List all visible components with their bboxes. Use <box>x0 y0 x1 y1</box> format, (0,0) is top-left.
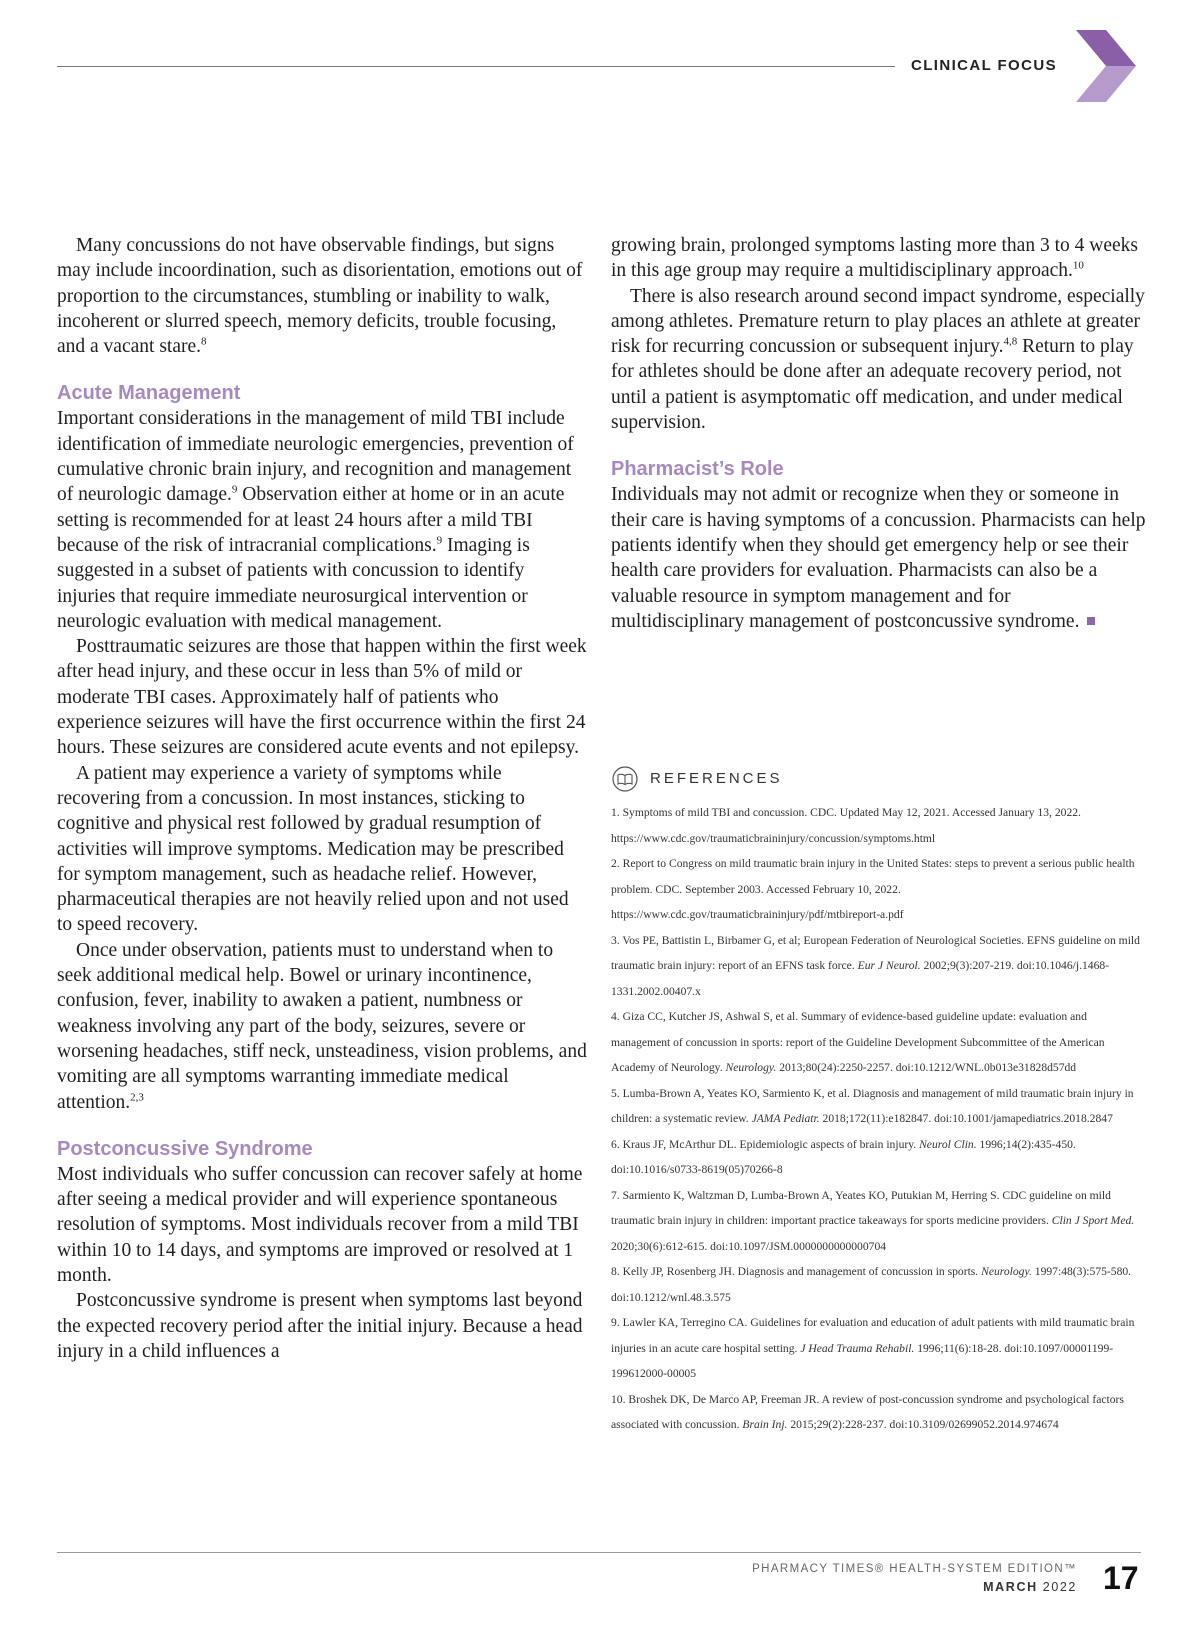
reference-item: 2. Report to Congress on mild traumatic brain injury in the United States: steps to prevent a serious public health problem. CDC. September 2003. Accessed February 10, 2022. https://www.cdc.gov/traumaticbraininjury/pdf/mtbireport-a.pdf <box>611 857 1135 921</box>
reference-item: 9. Lawler KA, Terregino CA. Guidelines for evaluation and education of adult patients with mild traumatic brain injuries in an acute care hospital setting. J Head Trauma Rehabil. 1996;11(6):18-28. doi:10.1097/00001199-199612000-00005 <box>611 1316 1135 1380</box>
paragraph: There is also research around second impact syndrome, especially among athletes. Premature return to play places an athlete at greater risk for recurring concussion or subsequent injury.$^{4,8}$ Return to play for athletes should be done after an adequate recovery period, not until a patient is asymptomatic off medication, and under medical supervision. <box>611 285 1145 434</box>
paragraph: Posttraumatic seizures are those that happen within the first week after head injury, and these occur in less than 5% of mild or moderate TBI cases. Approximately half of patients who experience seizures will have the first occurrence within the first 24 hours. These seizures are considered acute events and not epilepsy. <box>57 636 587 759</box>
section-label: CLINICAL FOCUS <box>911 57 1057 74</box>
reference-item: 8. Kelly JP, Rosenberg JH. Diagnosis and management of concussion in sports. Neurology. 1997:48(3):575-580. doi:10.1212/wnl.48.3.575 <box>611 1265 1132 1304</box>
paragraph: Postconcussive syndrome is present when symptoms last beyond the expected recovery period after the initial injury. Because a head injury in a child influences a <box>57 1290 583 1362</box>
page-number: 17 <box>1103 1560 1139 1596</box>
reference-item: 3. Vos PE, Battistin L, Birbamer G, et al; European Federation of Neurological Societies. EFNS guideline on mild traumatic brain injury: report of an EFNS task force. Eur J Neurol. 2002;9(3):207-219. doi:10.1046/j.1468-1331.2002.00407.x <box>611 933 1140 998</box>
paragraph: Many concussions do not have observable findings, but signs may include incoordination, such as disorientation, emotions out of proportion to the circumstances, stumbling or inability to walk, incoherent or slurred speech, memory deficits, trouble focusing, and a vacant stare.$^8$ <box>57 235 583 358</box>
open-book-icon <box>611 766 639 792</box>
paragraph: A patient may experience a variety of symptoms while recovering from a concussion. In most instances, sticking to cognitive and physical rest followed by gradual resumption of activities will improve symptoms. Medication may be prescribed for symptom management, such as headache relief. However, pharmaceutical therapies are not heavily relied upon and not used to speed recovery. <box>57 762 569 936</box>
reference-item: 5. Lumba-Brown A, Yeates KO, Sarmiento K, et al. Diagnosis and management of mild traumatic brain injury in children: a systematic review. JAMA Pediatr. 2018;172(11):e182847. doi:10.1001/jamapediatrics.2018.2847 <box>611 1086 1134 1125</box>
references-header <box>611 766 1146 792</box>
reference-item: 6. Kraus JF, McArthur DL. Epidemiologic aspects of brain injury. Neurol Clin. 1996;14(2):435-450. doi:10.1016/s0733-8619(05)70266-8 <box>611 1137 1076 1176</box>
paragraph: Individuals may not admit or recognize when they or someone in their care is having symptoms of a concussion. Pharmacists can help patients identify when they should get emergency help or see their health care providers for evaluation. Pharmacists can also be a valuable resource in symptom management and for multidisciplinary management of postconcussive syndrome. <box>611 484 1146 632</box>
reference-item: 1. Symptoms of mild TBI and concussion. CDC. Updated May 12, 2021. Accessed January 13, 2022. https://www.cdc.gov/traumaticbraininjury/concussion/symptoms.html <box>611 806 1081 845</box>
references-list <box>611 800 1146 1438</box>
header-rule <box>57 66 895 67</box>
issue-date: MARCH 2022 <box>983 1580 1077 1594</box>
publication-name: PHARMACY TIMES® HEALTH-SYSTEM EDITION™ <box>752 1563 1077 1575</box>
right-column <box>611 233 1146 634</box>
reference-item: 7. Sarmiento K, Waltzman D, Lumba-Brown A, Yeates KO, Putukian M, Herring S. CDC guideline on mild traumatic brain injury in children: important practice takeaways for sports medicine providers. Clin J Sport Med. 2020;30(6):612-615. doi:10.1097/JSM.0000000000000704 <box>611 1188 1135 1253</box>
subhead-pharmacists-role: Pharmacist’s Role <box>611 458 784 481</box>
paragraph: Once under observation, patients must to understand when to seek additional medical help. Bowel or urinary incontinence, confusion, fever, inability to awaken a patient, numbness or weakness involving any part of the body, seizures, severe or worsening headaches, stiff neck, unsteadiness, vision problems, and vomiting are all symptoms warranting immediate medical attention.$^{2,3}$ <box>57 939 587 1113</box>
left-column <box>57 233 587 1364</box>
chevron-arrow-icon <box>1076 30 1136 102</box>
paragraph: Important considerations in the management of mild TBI include identification of immediate neurologic emergencies, prevention of cumulative chronic brain injury, and recognition and management of neurologic damage.$^9$ Observation either at home or in an acute setting is recommended for at least 24 hours after a mild TBI because of the risk of intracranial complications.$^9$ Imaging is suggested in a subset of patients with concussion to identify injuries that require immediate neurosurgical intervention or neurologic evaluation with medical management. <box>57 408 574 632</box>
footer-rule <box>57 1552 1141 1553</box>
paragraph: Most individuals who suffer concussion can recover safely at home after seeing a medical provider and will experience spontaneous resolution of symptoms. Most individuals recover from a mild TBI within 10 to 14 days, and symptoms are improved or resolved at 1 month. <box>57 1163 583 1286</box>
reference-item: 10. Broshek DK, De Marco AP, Freeman JR. A review of post-concussion syndrome and psychological factors associated with concussion. Brain Inj. 2015;29(2):228-237. doi:10.3109/02699052.2014.974674 <box>611 1392 1124 1431</box>
paragraph: growing brain, prolonged symptoms lasting more than 3 to 4 weeks in this age group may require a multidisciplinary approach.$^{10}$ <box>611 235 1138 282</box>
subhead-acute-management: Acute Management <box>57 382 241 405</box>
subhead-postconcussive-syndrome: Postconcussive Syndrome <box>57 1137 313 1160</box>
references-title: REFERENCES <box>650 770 783 787</box>
reference-item: 4. Giza CC, Kutcher JS, Ashwal S, et al. Summary of evidence-based guideline update: evaluation and management of concussion in sports: report of the Guideline Development Subcommittee of the American Academy of Neurology. Neurology. 2013;80(24):2250-2257. doi:10.1212/WNL.0b013e31828d57dd <box>611 1010 1105 1074</box>
end-mark-icon <box>1087 617 1095 625</box>
